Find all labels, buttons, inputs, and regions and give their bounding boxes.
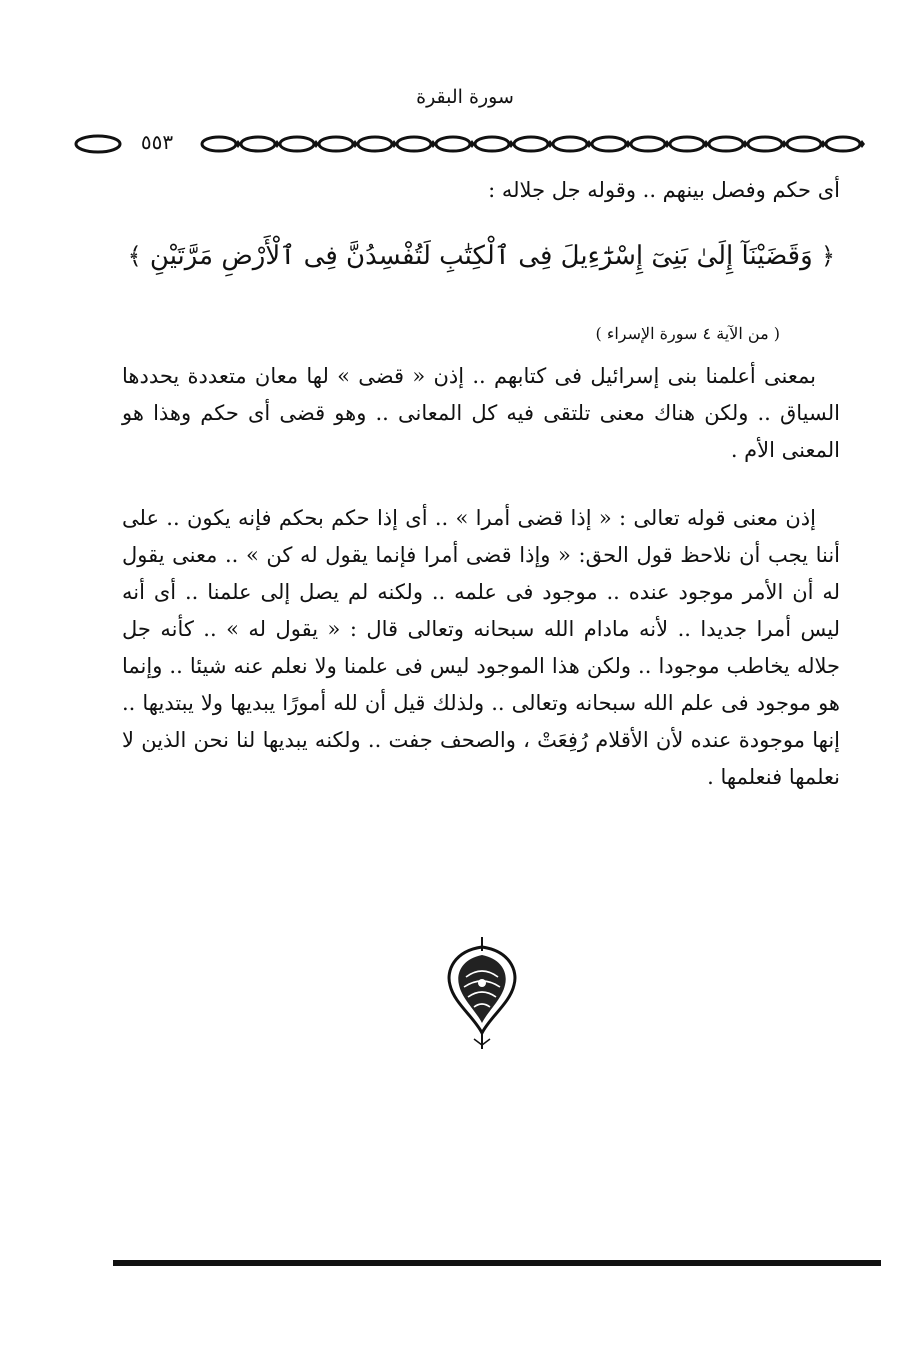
chain-link [436,137,470,151]
verse-text: وَقَضَيْنَآ إِلَىٰ بَنِىٓ إِسْرَٰٓءِيلَ فِى ٱلْكِتَٰبِ لَتُفْسِدُنَّ فِى ٱلْأَرْضِ مَرَّتَيْنِ [149,241,813,271]
quran-verse [127,234,835,278]
chain-link [553,137,587,151]
chain-link [202,137,236,151]
page-number: ٥٥٣ [122,130,192,154]
chain-link [748,137,782,151]
chain-link [514,137,548,151]
intro-line: أى حكم وفصل بينهم .. وقوله جل جلاله : [488,178,840,202]
footer-rule [113,1260,881,1266]
paragraph-2: إذن معنى قوله تعالى : « إذا قضى أمرا » .. أى إذا حكم بحكم فإنه يكون .. على أننا يجب أن نلاحظ قول الحق: « وإذا قضى أمرا فإنما يقول له كن » .. معنى يقول له أن الأمر موجود عنده .. موجود فى علمه .. ولكنه لم يصل إلى علمنا .. أى أنه ليس أمرا جديدا .. لأنه مادام الله سبحانه وتعالى قال : « يقول له » .. كأنه جل جلاله يخاطب موجودا .. ولكن هذا الموجود ليس فى علمنا ولا نعلم عنه شيئا .. وإنما هو موجود فى علم الله سبحانه وتعالى .. ولذلك قيل أن لله أمورًا يبديها ولا يبتديها .. إنها موجودة عنده لأن الأقلام رُفِعَتْ ، والصحف جفت .. ولكنه يبديها لنا نحن الذين لا نعلمها فنعلمها . [122,506,840,789]
chain-link [475,137,509,151]
chain-link [787,137,821,151]
chain-link [358,137,392,151]
chain-link [241,137,275,151]
header-chain-border [70,124,870,164]
chain-link [76,136,120,152]
chain-link [592,137,626,151]
paragraph-1: بمعنى أعلمنا بنى إسرائيل فى كتابهم .. إذن « قضى » لها معان متعددة يحددها السياق .. ولكن هناك معنى تلتقى فيه كل المعانى .. وهو قضى أى حكم وهذا هو المعنى الأم . [122,364,840,462]
closing-ornament-icon [444,937,520,1049]
chain-link [826,137,860,151]
chain-link [670,137,704,151]
chain-link [319,137,353,151]
verse-close-bracket: ﴾ [127,242,142,270]
chain-link [397,137,431,151]
surah-title: سورة البقرة [416,86,514,108]
verse-citation: ( من الآية ٤ سورة الإسراء ) [595,324,780,343]
chain-link [631,137,665,151]
chain-link [709,137,743,151]
chain-link [280,137,314,151]
verse-open-bracket: ﴿ [820,242,835,270]
